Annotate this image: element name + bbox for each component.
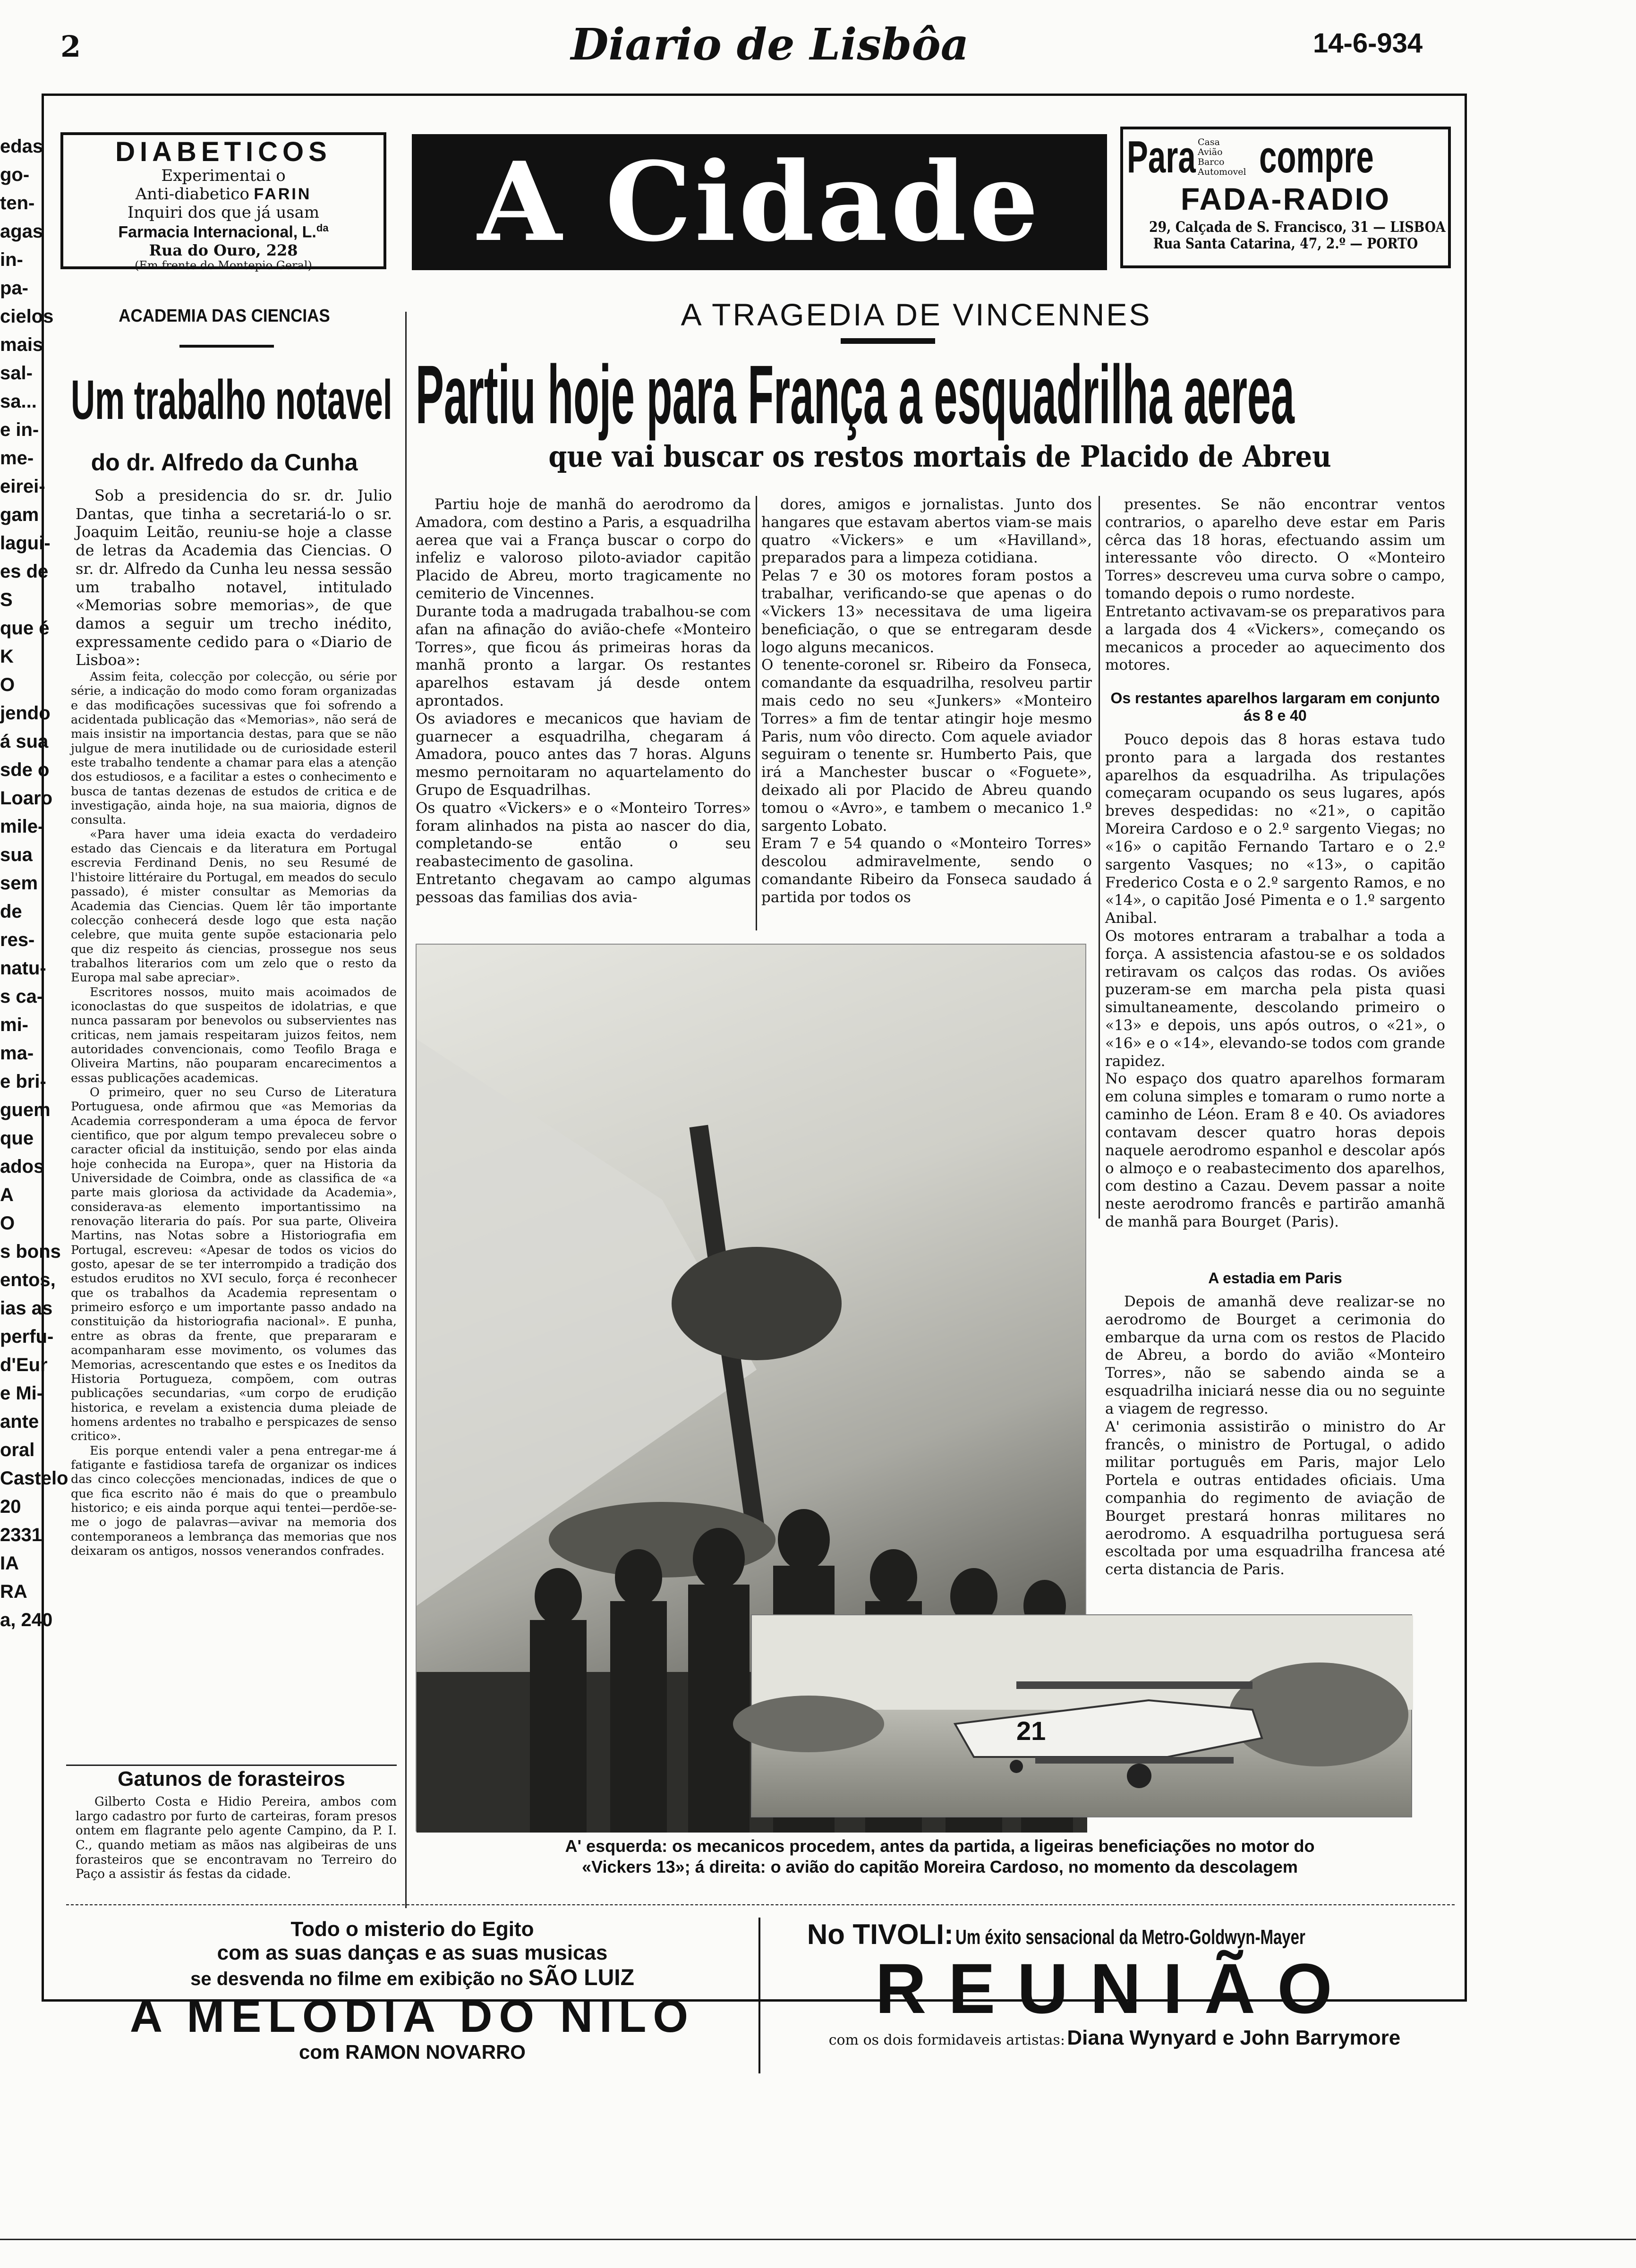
- ad-nilo-line1: Todo o misterio do Egito: [290, 1918, 534, 1941]
- byline-alfredo: do dr. Alfredo da Cunha: [91, 449, 358, 476]
- ad-diabeticos-line2a: Anti-diabetico: [135, 184, 249, 204]
- edge-fragment: sal-: [0, 363, 33, 384]
- edge-fragment: IA: [0, 1553, 19, 1574]
- edge-fragment: oral: [0, 1440, 35, 1460]
- edge-fragment: mi-: [0, 1015, 28, 1035]
- edge-fragment: jendo: [0, 703, 51, 724]
- ad-diabeticos-note: (Em frente do Montepio Geral): [135, 259, 312, 273]
- edge-fragment: O: [0, 674, 15, 695]
- edge-fragment: K: [0, 646, 14, 667]
- edge-fragment: sem: [0, 873, 38, 894]
- edge-fragment: A: [0, 1185, 14, 1205]
- edge-fragment: gam: [0, 504, 39, 525]
- newspaper-name: Diario de Lisbôa: [571, 19, 969, 70]
- academia-intro: Sob a presidencia do sr. dr. Julio Dantas, que tinha a secretariá-lo o sr. Joaquim Leitão, reuniu-se hoje a classe de letras da Academia das Ciencias. O sr. dr. Alfredo da Cunha leu nessa sessão um trabalho notavel, intitulado «Memorias sobre memorias», de que damos a seguir um trecho inédito, expressamente cedido para o «Diario de Lisboa»:: [76, 486, 392, 669]
- ad-fada-name: FADA-RADIO: [1180, 181, 1391, 216]
- ad-fada-aviao: Avião: [1198, 147, 1223, 158]
- story-column-3b: Pouco depois das 8 horas estava tudo pronto para a largada dos restantes aparelhos da esquadrilha. As tripulações começaram ocupando os seus lugares, após breves despedidas: no «21», o capitão Moreira Cardoso e o 2.º sargento Viegas; no «16» o capitão Fernando Tartaro e o 2.º sargento Vasques; no «13», o capitão Frederico Costa e o 2.º sargento Ramos, e no «14», o capitão José Pimenta e o 1.º sargento Anibal. Os motores entraram a trabalhar a toda a força. A assistencia afastou-se e os soldados retiravam os calços das rodas. Os aviões puzeram-se em marcha pela pista quasi simultaneamente, descolando primeiro o «13» e depois, uns após outros, o «21», o «16» e o «14», elevando-se todos com grande rapidez. No espaço dos quatro aparelhos formaram em coluna simples e tomaram o rumo norte a caminho de Léon. Eram 8 e 40. Os aviadores contavam descer quatro horas depois naquele aerodromo espanhol e descolar após o almoço e o reabastecimento dos aparelhos, com destino a Cazau. Devem passar a noite neste aerodromo francês e partirão amanhã de manhã para Bourget (Paris).: [1105, 731, 1445, 1230]
- column-rule-1: [756, 496, 757, 930]
- story-column-2: dores, amigos e jornalistas. Junto dos hangares que estavam abertos viam-se mais quatro «Vickers» e um «Havilland», preparados para a limpeza cotidiana. Pelas 7 e 30 os motores foram postos a trabalhar, verificando-se que apenas o do «Vickers 13» necessitava de uma ligeira beneficiação, o que se entregaram desde logo alguns mecanicos. O tenente-coronel sr. Ribeiro da Fonseca, comandante da esquadrilha, resolveu partir mais cedo no seu «Junkers» «Monteiro Torres» a fim de tentar atingir hoje mesmo Paris, num vôo directo. Com aquele aviador seguiram o tenente sr. Humberto Pais, que irá a Manchester buscar o «Foguete», deixado ali por Placido de Abreu quando tomou o «Avro», e tambem o mecanico 1.º sargento Lobato. Eram 7 e 54 quando o «Monteiro Torres» descolou admiravelmente, sendo o comandante Ribeiro da Fonseca saudado á partida por todos os: [761, 496, 1092, 906]
- edge-fragment: ten-: [0, 193, 35, 213]
- edge-fragment: ados: [0, 1156, 44, 1177]
- edge-fragment: agas: [0, 221, 43, 242]
- edge-fragment: guem: [0, 1100, 51, 1120]
- page-bottom-rule: [0, 2239, 1636, 2240]
- ad-diabeticos-address: Rua do Ouro, 228: [149, 241, 298, 260]
- edge-fragment: go-: [0, 164, 30, 185]
- kicker-ornament: [179, 345, 274, 348]
- edge-fragment: perfu-: [0, 1326, 54, 1347]
- edge-fragment: que é: [0, 618, 50, 639]
- edge-fragment: cielos: [0, 306, 54, 327]
- ad-tivoli-reuniao: [770, 1918, 1459, 2073]
- ad-melodia-do-nilo: [66, 1918, 760, 2073]
- edge-fragment: de: [0, 901, 22, 922]
- gatunos-title: Gatunos de forasteiros: [118, 1767, 345, 1791]
- ad-nilo-line3: se desvenda no filme em exibição no: [190, 1968, 523, 1989]
- academia-body: [71, 670, 397, 1756]
- ad-fada-radio: [1120, 127, 1451, 268]
- edge-fragment: Loaro: [0, 788, 53, 809]
- edge-fragment: natu-: [0, 958, 46, 979]
- story-column-3c: Depois de amanhã deve realizar-se no aerodromo de Bourget a cerimonia do embarque da urna com os restos de Placido de Abreu, a bordo do avião «Monteiro Torres», não se sabendo ainda se a esquadrilha iniciará nesse dia ou no seguinte a viagem de regresso. A' cerimonia assistirão o ministro do Ar francês, o ministro de Portugal, o adido militar português em Paris, major Lelo Portela e outras entidades oficiais. Uma companhia do regimento de aviação de Bourget prestará honras militares no aerodromo. A esquadrilha portuguesa será escoltada por uma esquadrilha francesa até certa distancia de Paris.: [1105, 1293, 1445, 1578]
- edge-fragment: sua: [0, 844, 33, 865]
- edge-fragment: 20: [0, 1496, 21, 1517]
- academia-paragraph: «Para haver uma ideia exacta do verdadeiro estado das Ciencais e da literatura em Portugal escrevia Ferdinand Denis, no seu Resumé de l'histoire littéraire du Portugal, em meados do seculo passado), é mister consultar as Memorias da Academia das Ciencias. Quem lêr tão importante colecção conhecerá desde logo que esta nação celebre, que muita gente supõe estacionaria pelo que diz respeito ás ciencias, prossegue nos seus trabalhos literarios com um zelo que o resto da Europa mal sabe apreciar».: [71, 827, 397, 985]
- edge-fragment: mais: [0, 334, 43, 355]
- kicker-bar: [841, 338, 935, 344]
- column-rule-2: [1099, 496, 1100, 1219]
- edge-fragment: e Mi-: [0, 1383, 43, 1404]
- ad-nilo-with: com RAMON NOVARRO: [299, 2041, 526, 2063]
- edge-fragment: á sua: [0, 731, 49, 752]
- edge-fragment: d'Eur: [0, 1355, 48, 1375]
- ad-tivoli-mgm: Um éxito sensacional da Metro-Goldwyn-Mayer: [955, 1926, 1306, 1949]
- photo-caption-1: A' esquerda: os mecanicos procedem, antes da partida, a ligeiras beneficiações no motor do: [565, 1836, 1315, 1856]
- gatunos-text: Gilberto Costa e Hidio Pereira, ambos com largo cadastro por furto de carteiras, foram presos ontem em flagrante pelo agente Campino, da P. I. C., quando metiam as mãos nas algibeiras de uns forasteiros que se encontravam no Terreiro do Paço a assistir ás festas da cidade.: [76, 1795, 397, 1882]
- ad-tivoli-names: Diana Wynyard e John Barrymore: [1067, 2026, 1401, 2049]
- ad-fada-automovel: Automovel: [1198, 166, 1246, 177]
- edge-fragment: pa-: [0, 278, 28, 298]
- edge-fragment: a, 240: [0, 1610, 53, 1630]
- edge-fragment: me-: [0, 448, 34, 469]
- edge-fragment: es de: [0, 561, 49, 582]
- academia-paragraph: Eis porque entendi valer a pena entregar-me á fatigante e fastidiosa tarefa de organizar os indices das cinco colecções mencionadas, indices de que o que fica escrito não é mais do que o preambulo historico; e eis ainda porque aqui tentei—perdõe-se-me o jogo de palavras—avivar na memoria dos contemporaneos a lembrança das memorias que nos deixaram os antigos, nossos venerandos confrades.: [71, 1443, 397, 1558]
- edge-fragment: entos,: [0, 1270, 56, 1290]
- ad-diabeticos-title: DIABETICOS: [115, 136, 332, 167]
- subhead-restos: que vai buscar os restos mortais de Placido de Abreu: [548, 439, 1331, 474]
- ad-fada-casa: Casa: [1198, 137, 1220, 148]
- edge-fragment: S: [0, 589, 13, 610]
- edge-fragment: s bons: [0, 1241, 61, 1262]
- ad-tivoli-artists: com os dois formidaveis artistas:: [828, 2031, 1065, 2048]
- ad-diabeticos-farmacia: Farmacia Internacional, L.: [118, 223, 316, 241]
- ad-fada-addr2: Rua Santa Catarina, 47, 2.º — PORTO: [1153, 235, 1418, 253]
- edge-fragment: edas: [0, 136, 43, 157]
- ad-nilo-cinema: SÃO LUIZ: [528, 1965, 634, 1990]
- ad-tivoli-title: REUNIÃO: [875, 1949, 1354, 2028]
- story-column-1: Partiu hoje de manhã do aerodromo da Amadora, com destino a Paris, a esquadrilha aerea que vai a França buscar o corpo do infeliz e valoroso piloto-aviador capitão Placido de Abreu, morto tragicamente no cemiterio de Vincennes. Durante toda a madrugada trabalhou-se com afan na afinação do avião-chefe «Monteiro Torres», que ficou ás primeiras horas da manhã pronto a largar. Os restantes aparelhos estavam já desde ontem aprontados. Os aviadores e mecanicos que haviam de guarnecer a esquadrilha, chegaram á Amadora, pouco antes das 7 horas. Alguns mesmo pernoitaram no aquartelamento do Grupo de Esquadrilhas. Os quatro «Vickers» e o «Monteiro Torres» foram alinhados na pista ao nascer do dia, completando-se então o seu reabastecimento de gasolina. Entretanto chegavam ao campo algumas pessoas das familias dos avia-: [416, 496, 751, 906]
- ad-diabeticos-line1: Experimentai o: [161, 166, 286, 185]
- bottom-rule: [66, 1904, 1455, 1907]
- ad-fada-compre: compre: [1259, 132, 1374, 182]
- academia-paragraph: Assim feita, colecção por colecção, ou série por série, a indicação do modo como foram organizadas e das modificações sucessivas que foi sofrendo a acidentada publicação das «Memorias», não será de mais insistir na importancia destas, para que se não julgue de mera inutilidade ou de curiosidade esteril este trabalho tendente a chamar para elas a atenção dos estudiosos, e a facilitar a estes o conhecimento e busca de tantas dezenas de estudos de critica e de investigação, ainda hoje, na sua maioria, dignos de consulta.: [71, 670, 397, 827]
- edge-fragment: e bri-: [0, 1071, 46, 1092]
- ad-fada-addr1: 29, Calçada de S. Francisco, 31 — LISBOA: [1149, 219, 1446, 236]
- photo-takeoff-illustration: [752, 1615, 1413, 1818]
- ad-diabeticos: [60, 132, 386, 273]
- edge-fragment: ante: [0, 1411, 39, 1432]
- column-rule-left: [405, 312, 407, 1908]
- edge-fragment: in-: [0, 249, 23, 270]
- a-cidade-title: A Cidade: [477, 138, 1041, 266]
- edge-fragment: Castelo: [0, 1468, 68, 1489]
- ad-diabeticos-farin: FARIN: [254, 185, 312, 203]
- tragedia-kicker: A TRAGEDIA DE VINCENNES: [681, 297, 1152, 332]
- academia-paragraph: Escritores nossos, muito mais acoimados de iconoclastas do que suspeitos de idolatrias, e que nunca passaram por benevolos ou subservientes nas criticas, nem jamais respeitaram juizos feitos, nem autoridades convencionais, como Teofilo Braga e Oliveira Martins, não pouparam encarecimentos a essas publicações academicas.: [71, 985, 397, 1085]
- edge-fragment: e in-: [0, 419, 39, 440]
- edge-fragment: eirei-: [0, 476, 45, 497]
- edge-fragment: s ca-: [0, 986, 43, 1007]
- edge-fragment: sa...: [0, 391, 37, 412]
- edge-fragments: [0, 132, 68, 1634]
- story-column-3: presentes. Se não encontrar ventos contrarios, o aparelho deve estar em Paris cêrca das 18 horas, efectuando assim um interessante vôo directo. O «Monteiro Torres» descreveu uma curva sobre o campo, tomando depois o rumo nordeste. Entretanto activavam-se os preparativos para a largada dos 4 «Vickers», começando os mecanicos a proceder ao aquecimento dos motores.: [1105, 496, 1445, 674]
- page-number: 2: [60, 29, 81, 64]
- academia-paragraph: O primeiro, quer no seu Curso de Literatura Portuguesa, onde afirmou que «as Memorias da Academia corresponderam a uma época de fervor cientifico, que por algum tempo prevaleceu sobre o caracter oficial da instituição, sendo por elas ainda hoje conhecida na Europa», quer na Historia da Universidade de Coimbra, onde as classifica de «a parte mais gloriosa da actividade da Academia», considerava-as elemento importantissimo na renovação literaria do país. Por sua parte, Oliveira Martins, nas Notas sobre a Historiografia em Portugal, escreveu: «Apesar de todos os vicios do gosto, apesar de se ter interrompido a tradição dos estudos eruditos no XVI seculo, força é reconhecer que os trabalhos da Academia representam o primeiro esforço e um importante passo andado na constituição da historiografia nacional». E punha, entre as obras da frente, que prepararam e acompanharam esse movimento, os volumes das Memorias, acrescentando que estes e os Ineditos da Historia Portugueza, compõem, com outras publicações secundarias, «um corpo de erudição historica, e revelam a existencia duma pleiade de homens ardentes no trabalho e perspicazes de senso critico».: [71, 1085, 397, 1444]
- a-cidade-banner: [412, 134, 1107, 270]
- headline-partiu: Partiu hoje para França a esquadrilha aerea: [416, 349, 1295, 441]
- edge-fragment: lagui-: [0, 533, 51, 554]
- adjacent-page-edge: [0, 132, 68, 1974]
- edge-fragment: O: [0, 1213, 15, 1234]
- edge-fragment: ias as: [0, 1298, 53, 1319]
- photo-caption-2: «Vickers 13»; á direita: o avião do capitão Moreira Cardoso, no momento da descolagem: [582, 1857, 1298, 1876]
- ad-tivoli-label: No TIVOLI:: [807, 1918, 954, 1950]
- subhead-estadia: A estadia em Paris: [1208, 1270, 1342, 1287]
- ad-fada-barco: Barco: [1198, 157, 1225, 167]
- gatunos-rule: [66, 1765, 397, 1766]
- edge-fragment: sde o: [0, 759, 50, 780]
- edge-fragment: ma-: [0, 1043, 34, 1064]
- plane-number: 21: [1016, 1716, 1046, 1746]
- ad-fada-para: Para: [1127, 132, 1196, 182]
- subhead-largaram: Os restantes aparelhos largaram em conjunto ás 8 e 40: [1110, 690, 1440, 724]
- ad-diabeticos-line3: Inquiri dos que já usam: [127, 203, 320, 222]
- headline-trabalho: Um trabalho notavel: [71, 369, 392, 431]
- edge-fragment: que: [0, 1128, 34, 1149]
- academia-kicker: ACADEMIA DAS CIENCIAS: [119, 306, 330, 326]
- edge-fragment: 2331: [0, 1525, 42, 1545]
- edge-fragment: mile-: [0, 816, 44, 837]
- issue-date: 14-6-934: [1313, 28, 1423, 59]
- photo-takeoff: [751, 1614, 1412, 1817]
- ad-nilo-title: A MELODIA DO NILO: [129, 1991, 695, 2042]
- ad-nilo-line2: com as suas danças e as suas musicas: [217, 1941, 608, 1964]
- edge-fragment: res-: [0, 929, 35, 950]
- edge-fragment: RA: [0, 1581, 27, 1602]
- ad-diabeticos-da: da: [316, 222, 329, 234]
